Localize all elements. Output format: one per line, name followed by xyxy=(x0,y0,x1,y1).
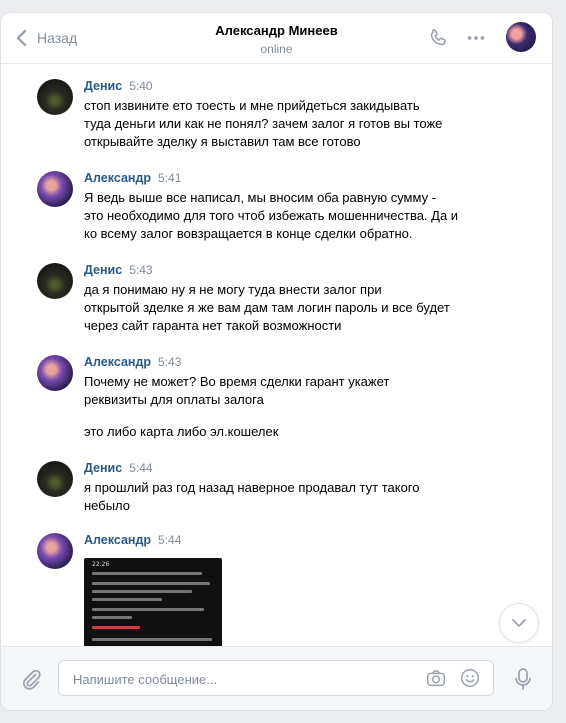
avatar[interactable] xyxy=(37,533,73,569)
message-line: реквизиты для оплаты залога xyxy=(84,392,264,407)
message-line: туда деньги или как не понял? зачем залог я готов вы тоже xyxy=(84,116,443,131)
message-line: небыло xyxy=(84,498,131,513)
message-item xyxy=(37,461,537,519)
scroll-down-button[interactable] xyxy=(499,603,539,643)
message-item xyxy=(37,533,537,646)
message-text xyxy=(84,373,524,409)
message-author[interactable]: Денис xyxy=(84,79,123,93)
message-line: стоп извините ето тоесть и мне прийдеться закидывать xyxy=(84,98,420,113)
attachment-clock: 22:26 xyxy=(92,561,110,568)
message-line: да я понимаю ну я не могу туда внести залог при xyxy=(84,282,382,297)
chat-header xyxy=(1,13,552,64)
avatar[interactable] xyxy=(37,355,73,391)
message-history[interactable] xyxy=(1,64,552,646)
message-time: 5:44 xyxy=(158,533,182,547)
message-text: это либо карта либо эл.кошелек xyxy=(84,424,279,439)
message-line: Я ведь выше все написал, мы вносим оба равную сумму - xyxy=(84,190,437,205)
paperclip-icon[interactable] xyxy=(19,667,43,691)
message-line: это необходимо для того чтоб избежать мошенничества. Да и xyxy=(84,208,459,223)
smile-icon[interactable] xyxy=(459,667,481,689)
avatar[interactable] xyxy=(37,171,73,207)
message-line: Почему не может? Во время сделки гарант укажет xyxy=(84,374,390,389)
message-item xyxy=(37,263,537,339)
message-item xyxy=(37,355,537,445)
message-time: 5:44 xyxy=(129,461,153,475)
message-composer xyxy=(1,646,552,711)
message-line: через сайт гаранта нет такой возможности xyxy=(84,318,342,333)
message-line: я прошлий раз год назад наверное продавал тут такого xyxy=(84,480,420,495)
avatar[interactable] xyxy=(506,22,536,52)
avatar[interactable] xyxy=(37,79,73,115)
image-attachment[interactable] xyxy=(84,558,222,646)
online-status: online xyxy=(260,42,293,56)
message-line: открытой зделке я же вам дам там логин пароль и все будет xyxy=(84,300,450,315)
message-time: 5:40 xyxy=(129,79,153,93)
message-author[interactable]: Денис xyxy=(84,461,123,475)
message-author[interactable]: Александр xyxy=(84,355,152,369)
more-icon[interactable] xyxy=(465,27,487,49)
phone-icon[interactable] xyxy=(427,27,449,49)
message-line: ко всему залог вовзращается в конце сделки обратно. xyxy=(84,226,413,241)
message-text xyxy=(84,281,524,335)
message-time: 5:43 xyxy=(158,355,182,369)
message-time: 5:43 xyxy=(129,263,153,277)
message-text xyxy=(84,479,524,515)
message-item xyxy=(37,79,537,155)
chat-title: Александр Минеев xyxy=(215,23,338,38)
message-author[interactable]: Александр xyxy=(84,171,152,185)
back-label: Назад xyxy=(37,30,78,46)
chevron-down-icon xyxy=(511,618,527,628)
camera-icon[interactable] xyxy=(425,667,447,689)
chat-window xyxy=(0,12,553,711)
message-line: открывайте зделку я выставил там все готово xyxy=(84,134,361,149)
microphone-icon[interactable] xyxy=(512,667,534,691)
message-input-box xyxy=(58,660,494,696)
message-time: 5:41 xyxy=(158,171,182,185)
message-input[interactable] xyxy=(71,669,415,689)
message-text xyxy=(84,97,524,151)
message-author[interactable]: Александр xyxy=(84,533,152,547)
message-author[interactable]: Денис xyxy=(84,263,123,277)
avatar[interactable] xyxy=(37,263,73,299)
avatar[interactable] xyxy=(37,461,73,497)
message-text xyxy=(84,189,524,243)
message-item xyxy=(37,171,537,247)
